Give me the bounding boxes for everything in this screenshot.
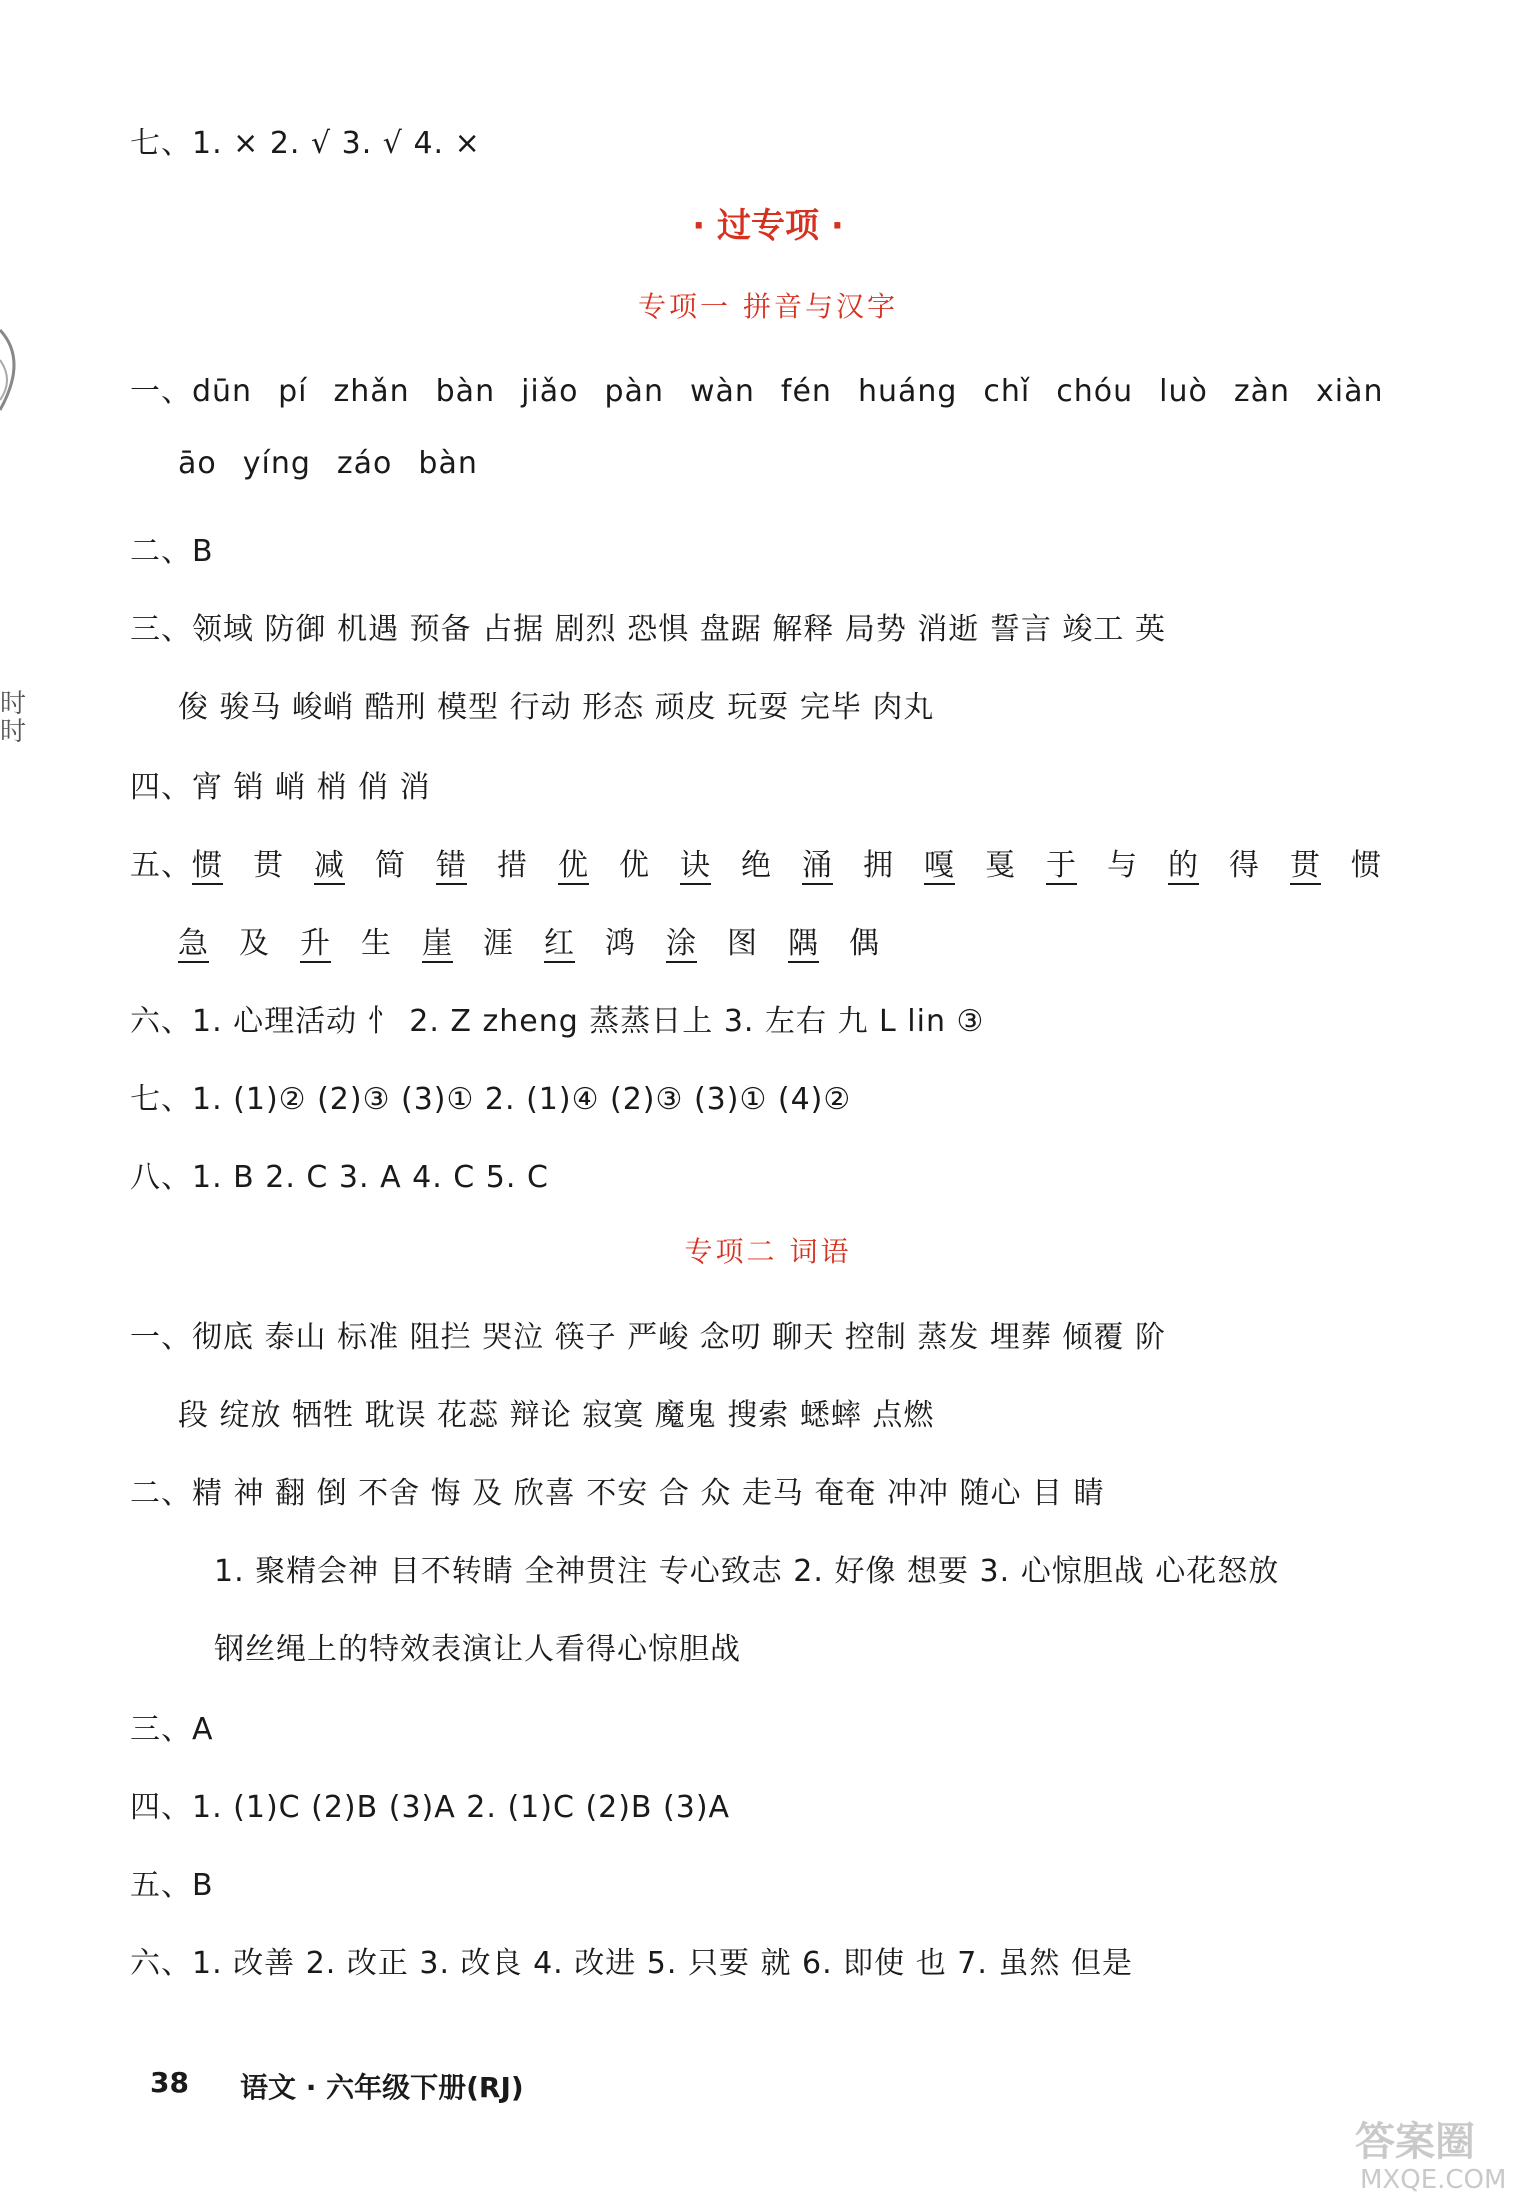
watermark-logo: 答案圈	[1355, 2119, 1475, 2165]
margin-char: 时	[0, 689, 27, 719]
pinyin-token: pàn	[604, 374, 664, 409]
char: 优	[619, 848, 650, 883]
topic2-q6: 六、1. 改善 2. 改正 3. 改良 4. 改进 5. 只要 就 6. 即使 也 7. 虽然 但是	[130, 1946, 1133, 1981]
char: 偶	[849, 926, 880, 961]
underlined-char: 贯	[1290, 848, 1321, 883]
char: 涯	[483, 926, 514, 961]
q5-prefix: 五、	[130, 848, 192, 883]
char: 得	[1229, 848, 1260, 883]
pinyin-token: zhǎn	[333, 374, 410, 409]
topic2-q3: 三、A	[130, 1712, 214, 1747]
pinyin-token: huáng	[857, 374, 958, 409]
char: 简	[375, 848, 406, 883]
underlined-char: 于	[1046, 848, 1077, 883]
char: 图	[727, 926, 758, 961]
topic2-q1-row1: 一、彻底 泰山 标准 阻拦 哭泣 筷子 严峻 念叨 聊天 控制 蒸发 埋葬 倾覆 阶	[130, 1320, 1166, 1355]
topic2-q2-row2: 1. 聚精会神 目不转睛 全神贯注 专心致志 2. 好像 想要 3. 心惊胆战 心花怒放	[214, 1554, 1280, 1589]
char: 绝	[741, 848, 772, 883]
page-number: 38	[150, 2066, 189, 2099]
char: 戛	[985, 848, 1016, 883]
underlined-char: 红	[544, 926, 575, 961]
underlined-char: 隅	[788, 926, 819, 961]
underlined-char: 诀	[680, 848, 711, 883]
pinyin-token: yíng	[242, 446, 311, 481]
underlined-char: 急	[178, 926, 209, 961]
topic1-q8: 八、1. B 2. C 3. A 4. C 5. C	[130, 1160, 549, 1195]
q1-prefix: 一、	[130, 374, 192, 409]
char: 生	[361, 926, 392, 961]
topic1-q4: 四、宵 销 峭 梢 俏 消	[130, 770, 431, 805]
topic1-q1-row2	[178, 446, 504, 481]
topic1-q7: 七、1. (1)② (2)③ (3)① 2. (1)④ (2)③ (3)① (4)②	[130, 1082, 852, 1117]
topic2-q5: 五、B	[130, 1868, 214, 1903]
underlined-char: 升	[300, 926, 331, 961]
topic2-q1-row2: 段 绽放 牺牲 耽误 花蕊 辩论 寂寞 魔鬼 搜索 蟋蟀 点燃	[178, 1398, 935, 1433]
section-title: · 过专项 ·	[692, 206, 844, 246]
left-edge-scan-artifact	[0, 470, 27, 747]
margin-char: 时	[0, 717, 27, 747]
topic1-q3-row1: 三、领域 防御 机遇 预备 占据 剧烈 恐惧 盘踞 解释 局势 消逝 誓言 竣工 英	[130, 612, 1166, 647]
underlined-char: 崖	[422, 926, 453, 961]
book-title: 语文 · 六年级下册(RJ)	[240, 2071, 524, 2104]
topic1-q5-row1	[130, 840, 1412, 884]
underlined-char: 减	[314, 848, 345, 883]
char: 惯	[1351, 848, 1382, 883]
topic1-q6: 六、1. 心理活动 忄 2. Z zheng 蒸蒸日上 3. 左右 九 L lin ③	[130, 1004, 985, 1039]
char: 贯	[253, 848, 284, 883]
pinyin-token: āo	[178, 446, 217, 481]
underlined-char: 嘎	[924, 848, 955, 883]
topic2-q2-row3: 钢丝绳上的特效表演让人看得心惊胆战	[214, 1632, 741, 1667]
pinyin-token: zàn	[1233, 374, 1291, 409]
topic1-q1-row1	[130, 366, 1410, 410]
underlined-char: 涂	[666, 926, 697, 961]
topic2-heading: 专项二 词语	[684, 1235, 852, 1268]
underlined-char: 的	[1168, 848, 1199, 883]
pinyin-token: bàn	[418, 446, 478, 481]
char: 鸿	[605, 926, 636, 961]
pinyin-token: pí	[278, 374, 308, 409]
pinyin-token: fén	[780, 374, 832, 409]
underlined-char: 优	[558, 848, 589, 883]
underlined-char: 涌	[802, 848, 833, 883]
topic1-heading: 专项一 拼音与汉字	[638, 290, 898, 323]
underlined-char: 错	[436, 848, 467, 883]
q5-chars-row1	[192, 848, 1412, 883]
pinyin-token: bàn	[435, 374, 496, 409]
underlined-char: 惯	[192, 848, 223, 883]
topic1-q3-row2: 俊 骏马 峻峭 酷刑 模型 行动 形态 顽皮 玩耍 完毕 肉丸	[178, 690, 935, 725]
pinyin-token: jiǎo	[521, 374, 579, 409]
pinyin-row	[192, 374, 1410, 409]
answer-line-q7: 七、1. × 2. √ 3. √ 4. ×	[130, 126, 481, 161]
watermark-url: MXQE.COM	[1360, 2165, 1507, 2195]
char: 措	[497, 848, 528, 883]
pinyin-token: wàn	[689, 374, 755, 409]
topic2-q2-row1: 二、精 神 翻 倒 不舍 悔 及 欣喜 不安 合 众 走马 奄奄 冲冲 随心 目 睛	[130, 1476, 1105, 1511]
char: 及	[239, 926, 270, 961]
pinyin-token: chóu	[1056, 374, 1134, 409]
topic1-q2: 二、B	[130, 534, 214, 569]
char: 拥	[863, 848, 894, 883]
topic2-q4: 四、1. (1)C (2)B (3)A 2. (1)C (2)B (3)A	[130, 1790, 731, 1825]
char: 与	[1107, 848, 1138, 883]
pinyin-token: záo	[336, 446, 393, 481]
pinyin-token: luò	[1159, 374, 1208, 409]
pinyin-token: dūn	[192, 374, 253, 409]
pinyin-token: xiàn	[1316, 374, 1384, 409]
pinyin-token: chǐ	[983, 374, 1031, 409]
topic1-q5-row2	[178, 918, 910, 962]
